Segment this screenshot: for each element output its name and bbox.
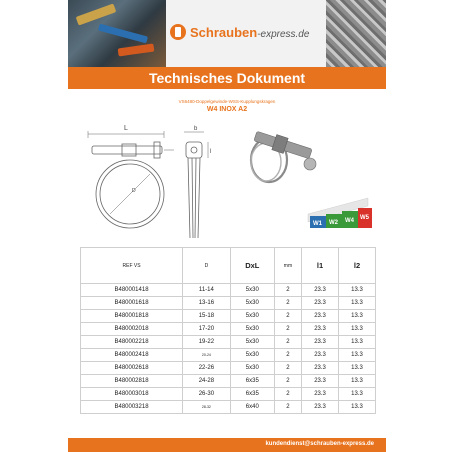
- cell-mm: 2: [274, 401, 301, 414]
- table-row: [81, 310, 376, 323]
- table-row: [81, 362, 376, 375]
- cell-ref: B480003018: [81, 388, 183, 401]
- cell-l1: 23.3: [302, 375, 339, 388]
- col-header-l2: l2: [339, 248, 376, 284]
- cell-ref: B480002218: [81, 336, 183, 349]
- cell-mm: 2: [274, 284, 301, 297]
- cell-d: 28-32: [183, 401, 231, 414]
- cell-ref: B480002418: [81, 349, 183, 362]
- table-row: [81, 297, 376, 310]
- technical-diagram: [74, 118, 374, 248]
- table-row: [81, 401, 376, 414]
- cell-l2: 13.3: [339, 336, 376, 349]
- grade-w5-label: W5: [360, 215, 369, 221]
- cell-d: 19-22: [183, 336, 231, 349]
- table-row: [81, 349, 376, 362]
- cell-dxl: 6x35: [230, 375, 274, 388]
- side-view-drawing: [184, 132, 208, 238]
- screws-photo: [326, 0, 386, 67]
- cell-d: 15-18: [183, 310, 231, 323]
- cell-ref: B480001818: [81, 310, 183, 323]
- brand-name: Schrauben: [190, 25, 258, 40]
- cell-dxl: 5x30: [230, 362, 274, 375]
- cell-mm: 2: [274, 297, 301, 310]
- tool-shape: [76, 3, 117, 25]
- cell-dxl: 6x40: [230, 401, 274, 414]
- cell-dxl: 5x30: [230, 297, 274, 310]
- product-photo: [251, 131, 316, 182]
- cell-l1: 23.3: [302, 284, 339, 297]
- product-name: W4 INOX A2: [206, 106, 248, 113]
- cell-l2: 13.3: [339, 297, 376, 310]
- brand-domain: -express.de: [257, 29, 310, 40]
- cell-mm: 2: [274, 323, 301, 336]
- cell-ref: B480001418: [81, 284, 183, 297]
- cell-ref: B480002818: [81, 375, 183, 388]
- title-bar: [68, 67, 386, 89]
- cell-dxl: 6x35: [230, 388, 274, 401]
- table-row: [81, 336, 376, 349]
- tools-photo: [68, 0, 166, 67]
- specs-table: [80, 247, 376, 414]
- cell-l1: 23.3: [302, 323, 339, 336]
- col-header-d: D: [183, 248, 231, 284]
- cell-dxl: 5x30: [230, 349, 274, 362]
- document-page: [68, 0, 386, 452]
- grade-w1-label: W1: [313, 221, 322, 227]
- col-header-l1: l1: [302, 248, 339, 284]
- cell-l1: 23.3: [302, 310, 339, 323]
- cell-dxl: 5x30: [230, 310, 274, 323]
- cell-l2: 13.3: [339, 401, 376, 414]
- cell-d: 20-24: [183, 349, 231, 362]
- col-header-mm: mm: [274, 248, 301, 284]
- document-subtitle: VS6480-Doppelgewinde-WSS-Kupplungskragen: [178, 99, 276, 104]
- page-title: Technisches Dokument: [148, 70, 306, 86]
- cell-ref: B480001618: [81, 297, 183, 310]
- tool-shape: [118, 44, 155, 57]
- cell-l2: 13.3: [339, 284, 376, 297]
- cell-l1: 23.3: [302, 297, 339, 310]
- cell-mm: 2: [274, 310, 301, 323]
- cell-mm: 2: [274, 362, 301, 375]
- logo-text: [190, 25, 309, 40]
- tool-shape: [98, 24, 148, 44]
- grade-w4-label: W4: [345, 218, 354, 224]
- cell-l2: 13.3: [339, 388, 376, 401]
- cell-mm: 2: [274, 336, 301, 349]
- front-view-drawing: [88, 131, 174, 228]
- label-l: l: [210, 149, 212, 155]
- col-header-dxl: DxL: [230, 248, 274, 284]
- cell-l1: 23.3: [302, 401, 339, 414]
- footer-bar: [68, 438, 386, 452]
- cell-l1: 23.3: [302, 362, 339, 375]
- grade-w2-label: W2: [329, 220, 338, 226]
- col-header-ref: REF VS: [81, 248, 183, 284]
- cell-dxl: 5x30: [230, 336, 274, 349]
- cell-mm: 2: [274, 375, 301, 388]
- cell-ref: B480002618: [81, 362, 183, 375]
- cell-l2: 13.3: [339, 310, 376, 323]
- label-b: b: [194, 126, 198, 132]
- cell-d: 11-14: [183, 284, 231, 297]
- cell-l2: 13.3: [339, 349, 376, 362]
- table-row: [81, 388, 376, 401]
- cell-d: 17-20: [183, 323, 231, 336]
- cell-l1: 23.3: [302, 388, 339, 401]
- header-banner: [68, 0, 386, 67]
- cell-dxl: 5x30: [230, 323, 274, 336]
- cell-d: 24-28: [183, 375, 231, 388]
- label-D: D: [132, 188, 136, 194]
- cell-ref: B480002018: [81, 323, 183, 336]
- cell-ref: B480003218: [81, 401, 183, 414]
- table-row: [81, 375, 376, 388]
- cell-dxl: 5x30: [230, 284, 274, 297]
- cell-l1: 23.3: [302, 349, 339, 362]
- cell-l1: 23.3: [302, 336, 339, 349]
- table-header-row: [81, 248, 376, 284]
- cell-d: 22-26: [183, 362, 231, 375]
- cell-mm: 2: [274, 349, 301, 362]
- screw-logo-icon: [170, 24, 186, 40]
- table-row: [81, 284, 376, 297]
- cell-d: 13-16: [183, 297, 231, 310]
- cell-d: 26-30: [183, 388, 231, 401]
- label-L: L: [124, 125, 128, 132]
- cell-l2: 13.3: [339, 375, 376, 388]
- steel-grade-chart: [308, 198, 372, 228]
- cell-l2: 13.3: [339, 362, 376, 375]
- table-row: [81, 323, 376, 336]
- logo: [166, 0, 326, 67]
- cell-l2: 13.3: [339, 323, 376, 336]
- cell-mm: 2: [274, 388, 301, 401]
- support-email-link[interactable]: kundendienst@schrauben-express.de: [265, 441, 374, 447]
